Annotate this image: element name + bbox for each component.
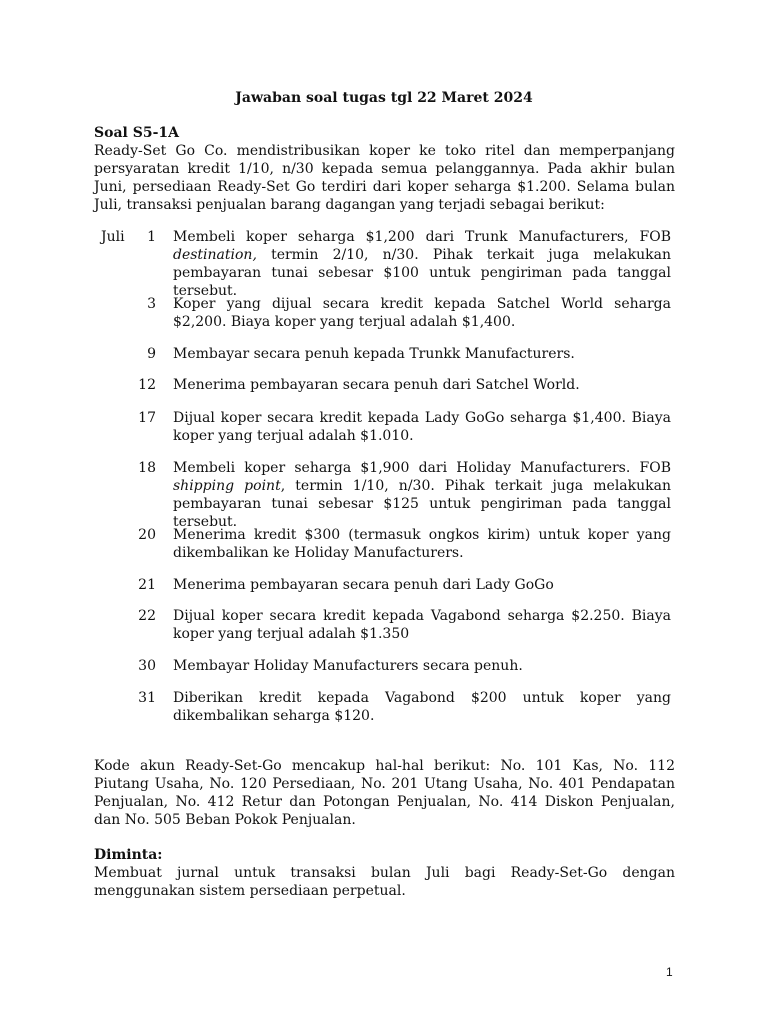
transaction-day: 22 [138, 608, 156, 624]
transaction-day: 9 [147, 346, 156, 362]
required-text: Membuat jurnal untuk transaksi bulan Juli bagi Ready-Set-Go dengan menggunakan sistem persediaan perpetual. [94, 865, 675, 899]
transaction-text-italic: shipping point [173, 478, 281, 494]
required-heading: Diminta: [94, 847, 163, 863]
intro-paragraph: Ready-Set Go Co. mendistribusikan koper ke toko ritel dan memperpanjang persyaratan kredit 1/10, n/30 kepada semua pelanggannya. Pada akhir bulan Juni, persediaan Ready-Set Go terdiri dari koper seharga $1.200. Selama bulan Juli, transaksi penjualan barang dagangan yang terjadi sebagai berikut: [94, 143, 675, 213]
accounts-paragraph: Kode akun Ready-Set-Go mencakup hal-hal berikut: No. 101 Kas, No. 112 Piutang Usaha, No. 120 Persediaan, No. 201 Utang Usaha, No. 401 Pendapatan Penjualan, No. 412 Retur dan Potongan Penjualan, No. 414 Diskon Penjualan, dan No. 505 Beban Pokok Penjualan. [94, 758, 675, 828]
transaction-text [173, 459, 671, 531]
page-number: 1 [666, 965, 673, 979]
transaction-text: Dijual koper secara kredit kepada Vagabond seharga $2.250. Biaya koper yang terjual adalah $1.350 [173, 608, 671, 642]
transaction-day: 30 [138, 658, 156, 674]
transaction-day: 31 [138, 690, 156, 706]
transaction-text-italic: destination, [173, 247, 257, 263]
transaction-text: Dijual koper secara kredit kepada Lady GoGo seharga $1,400. Biaya koper yang terjual adalah $1.010. [173, 410, 671, 444]
document-title: Jawaban soal tugas tgl 22 Maret 2024 [235, 90, 533, 106]
transaction-day: 18 [138, 460, 156, 476]
transaction-text-part: Membeli koper seharga $1,200 dari Trunk Manufacturers, FOB [173, 229, 671, 245]
transaction-text: Menerima pembayaran secara penuh dari Satchel World. [173, 377, 580, 393]
transaction-day: 3 [147, 296, 156, 312]
transaction-day: 20 [138, 527, 156, 543]
transaction-text: Menerima kredit $300 (termasuk ongkos kirim) untuk koper yang dikembalikan ke Holiday Manufacturers. [173, 527, 671, 561]
transaction-text [173, 228, 671, 300]
month-label: Juli [101, 229, 125, 245]
transaction-text-part: termin 2/10, n/30. Pihak terkait juga melakukan pembayaran tunai sebesar $100 untuk pengiriman pada tanggal tersebut. [173, 247, 671, 299]
transaction-day: 12 [138, 377, 156, 393]
transaction-text: Koper yang dijual secara kredit kepada Satchel World seharga $2,200. Biaya koper yang terjual adalah $1,400. [173, 296, 671, 330]
transaction-day: 21 [138, 577, 156, 593]
transaction-day: 1 [147, 229, 156, 245]
transaction-text-part: Membeli koper seharga $1,900 dari Holiday Manufacturers. FOB [173, 460, 671, 476]
transaction-text: Menerima pembayaran secara penuh dari Lady GoGo [173, 577, 554, 593]
transaction-text: Membayar secara penuh kepada Trunkk Manufacturers. [173, 346, 575, 362]
transaction-text: Diberikan kredit kepada Vagabond $200 untuk koper yang dikembalikan seharga $120. [173, 690, 671, 724]
transaction-day: 17 [138, 410, 156, 426]
transaction-text: Membayar Holiday Manufacturers secara penuh. [173, 658, 523, 674]
problem-heading: Soal S5-1A [94, 125, 179, 141]
transaction-text-part: , termin 1/10, n/30. Pihak terkait juga melakukan pembayaran tunai sebesar $125 untuk pengiriman pada tanggal tersebut. [173, 478, 671, 530]
